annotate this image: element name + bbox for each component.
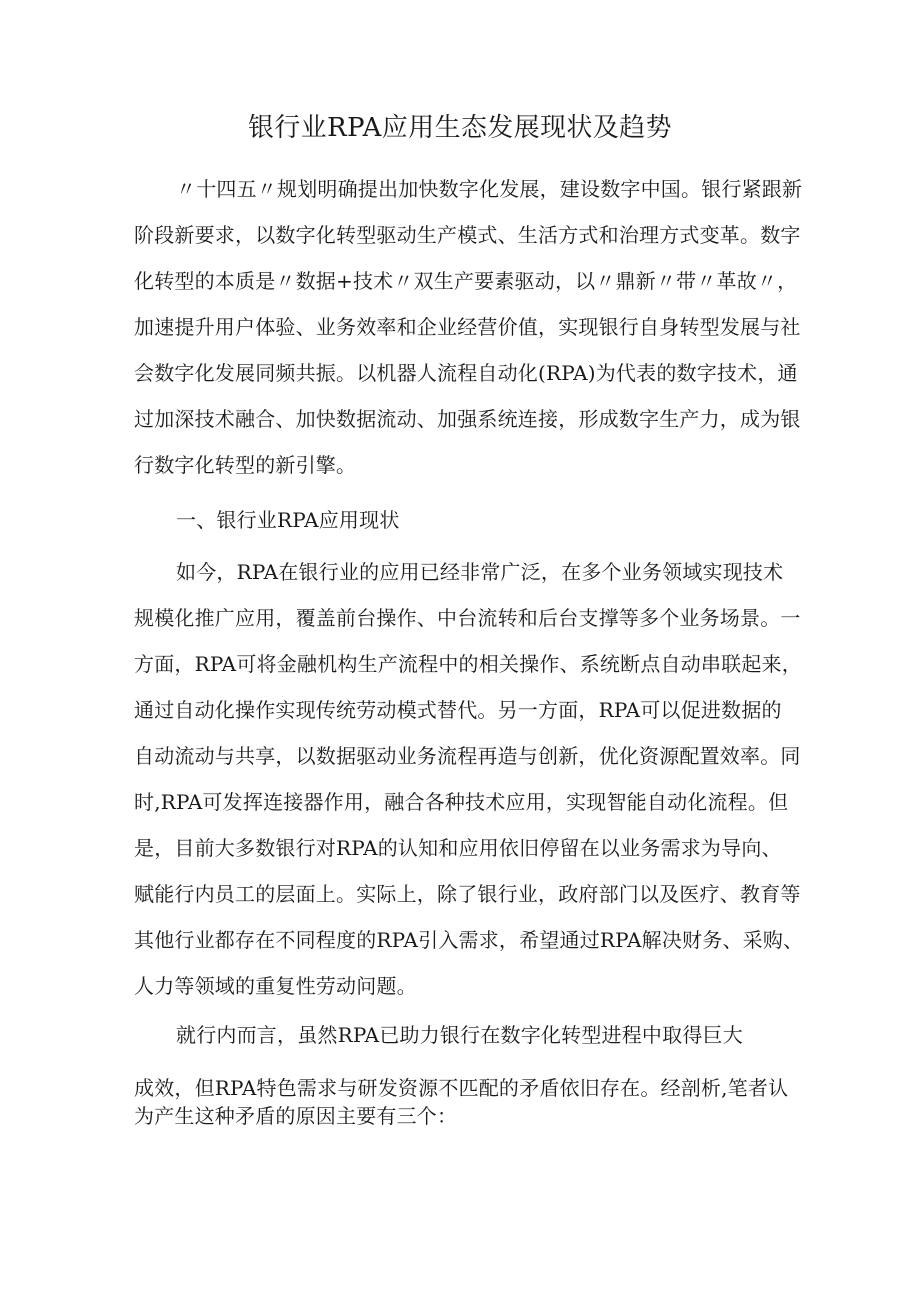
section-paragraph-line: 规模化推广应用，覆盖前台操作、中台流转和后台支撑等多个业务场景。一 <box>134 606 801 630</box>
paragraph-line: 成效，但RPA特色需求与研发资源不匹配的矛盾依旧存在。经剖析,笔者认 <box>134 1076 789 1100</box>
intro-paragraph-line: 行数字化转型的新引擎。 <box>134 453 357 477</box>
intro-paragraph-line: 〃十四五〃规划明确提出加快数字化发展，建设数字中国。银行紧跟新 <box>176 177 803 201</box>
intro-paragraph-line: 化转型的本质是〃数据+技术〃双生产要素驱动，以〃鼎新〃带〃革故〃， <box>134 269 798 293</box>
section-heading: 一、银行业RPA应用现状 <box>176 508 400 532</box>
intro-paragraph-line: 加速提升用户体验、业务效率和企业经营价值，实现银行自身转型发展与社 <box>134 315 801 339</box>
section-paragraph-line: 自动流动与共享，以数据驱动业务流程再造与创新，优化资源配置效率。同 <box>134 744 801 768</box>
section-paragraph-line: 其他行业都存在不同程度的RPA引入需求，希望通过RPA解决财务、采购、 <box>134 928 804 952</box>
section-paragraph-line: 是，目前大多数银行对RPA的认知和应用依旧停留在以业务需求为导向、 <box>134 836 782 860</box>
section-paragraph-line: 人力等领域的重复性劳动问题。 <box>134 974 417 998</box>
paragraph-line: 为产生这种矛盾的原因主要有三个： <box>134 1104 458 1128</box>
paragraph-line: 就行内而言，虽然RPA已助力银行在数字化转型进程中取得巨大 <box>176 1023 743 1047</box>
section-paragraph-line: 赋能行内员工的层面上。实际上，除了银行业，政府部门以及医疗、教育等 <box>134 882 801 906</box>
intro-paragraph-line: 会数字化发展同频共振。以机器人流程自动化(RPA)为代表的数字技术，通 <box>134 361 798 385</box>
section-paragraph-line: 如今，RPA在银行业的应用已经非常广泛，在多个业务领域实现技术 <box>176 560 784 584</box>
section-paragraph-line: 通过自动化操作实现传统劳动模式替代。另一方面，RPA可以促进数据的 <box>134 698 782 722</box>
intro-paragraph-line: 过加深技术融合、加快数据流动、加强系统连接，形成数字生产力，成为银 <box>134 407 801 431</box>
section-paragraph-line: 时,RPA可发挥连接器作用，融合各种技术应用，实现智能自动化流程。但 <box>134 790 789 814</box>
intro-paragraph-line: 阶段新要求，以数字化转型驱动生产模式、生活方式和治理方式变革。数字 <box>134 223 801 247</box>
document-title: 银行业RPA应用生态发展现状及趋势 <box>248 113 672 143</box>
section-paragraph-line: 方面，RPA可将金融机构生产流程中的相关操作、系统断点自动串联起来， <box>134 652 802 676</box>
